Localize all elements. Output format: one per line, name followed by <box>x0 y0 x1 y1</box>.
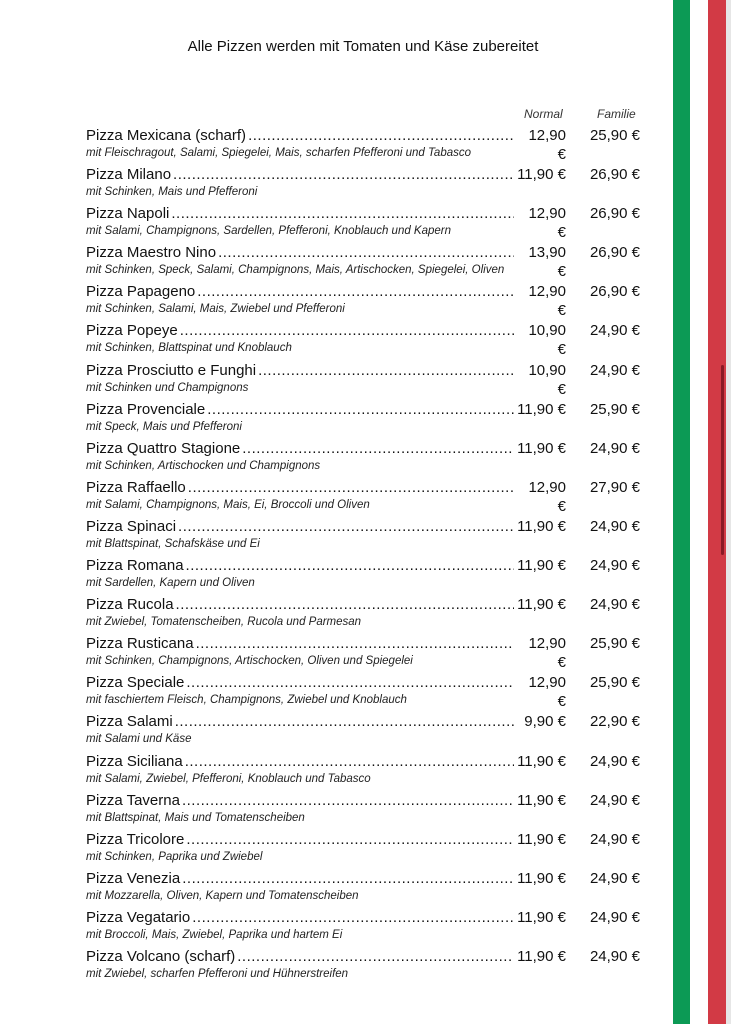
dot-leader <box>182 869 514 888</box>
pizza-name: Pizza Speciale <box>86 674 185 692</box>
menu-item <box>86 947 640 986</box>
pizza-description: mit Schinken, Salami, Mais, Zwiebel und Pfefferoni <box>86 303 345 316</box>
price-family: 24,90 € <box>589 947 640 965</box>
dot-leader <box>197 282 514 301</box>
price-normal: 11,90 € <box>517 517 566 535</box>
price-family: 24,90 € <box>589 869 640 887</box>
scrollbar-track[interactable] <box>726 0 731 1024</box>
price-family: 26,90 € <box>589 166 640 184</box>
menu-item-row <box>86 830 640 849</box>
pizza-description: mit Zwiebel, Tomatenscheiben, Rucola und Parmesan <box>86 616 362 629</box>
menu-item-row <box>86 712 640 731</box>
dot-leader <box>173 165 514 184</box>
price-family: 22,90 € <box>589 713 640 731</box>
dot-leader <box>185 752 514 771</box>
pizza-name: Pizza Romana <box>86 557 184 575</box>
pizza-description: mit Schinken, Blattspinat und Knoblauch <box>86 342 292 355</box>
menu-item <box>86 556 640 595</box>
price-family: 24,90 € <box>589 752 640 770</box>
price-normal: 12,90 € <box>528 635 566 672</box>
menu-item <box>86 400 640 439</box>
dot-leader <box>192 908 514 927</box>
menu-item-row <box>86 165 640 184</box>
dot-leader <box>242 439 514 458</box>
menu-item <box>86 712 640 751</box>
menu-item <box>86 243 640 282</box>
price-family: 24,90 € <box>589 791 640 809</box>
pizza-name: Pizza Rusticana <box>86 635 194 653</box>
menu-item <box>86 791 640 830</box>
pizza-name: Pizza Provenciale <box>86 400 206 418</box>
menu-item-row <box>86 517 640 536</box>
price-normal: 11,90 € <box>517 166 566 184</box>
family-price-header: Familie <box>597 107 636 121</box>
pizza-description: mit Salami, Champignons, Sardellen, Pfefferoni, Knoblauch und Kapern <box>86 225 452 238</box>
price-family: 24,90 € <box>589 557 640 575</box>
menu-item-row <box>86 439 640 458</box>
dot-leader <box>248 126 514 145</box>
pizza-name: Pizza Spinaci <box>86 517 177 535</box>
price-family: 25,90 € <box>589 674 640 692</box>
pizza-description: mit Mozzarella, Oliven, Kapern und Tomatenscheiben <box>86 889 359 902</box>
pizza-description: mit Schinken und Champignons <box>86 381 249 394</box>
price-normal: 10,90 € <box>528 361 566 398</box>
menu-item <box>86 830 640 869</box>
pizza-description: mit Speck, Mais und Pfefferoni <box>86 420 242 433</box>
pizza-name: Pizza Mexicana (scharf) <box>86 127 247 144</box>
dot-leader <box>237 947 514 966</box>
price-normal: 11,90 € <box>517 557 566 575</box>
price-family: 27,90 € <box>589 478 640 496</box>
dot-leader <box>180 321 514 340</box>
price-normal: 11,90 € <box>517 791 566 809</box>
italian-flag-green-stripe <box>673 0 690 1024</box>
dot-leader <box>186 830 514 849</box>
menu-item <box>86 282 640 321</box>
price-normal: 11,90 € <box>517 400 566 418</box>
menu-item-row <box>86 752 640 771</box>
menu-item <box>86 673 640 712</box>
pizza-description: mit Zwiebel, scharfen Pfefferoni und Hühnerstreifen <box>86 967 349 980</box>
dot-leader <box>207 400 514 419</box>
price-family: 24,90 € <box>589 908 640 926</box>
pizza-name: Pizza Siciliana <box>86 752 183 770</box>
pizza-description: mit Schinken, Artischocken und Champignons <box>86 459 321 472</box>
pizza-description: mit Blattspinat, Mais und Tomatenscheiben <box>86 811 305 824</box>
price-normal: 11,90 € <box>517 439 566 457</box>
menu-item <box>86 869 640 908</box>
dot-leader <box>176 595 514 614</box>
menu-item-row <box>86 869 640 888</box>
price-normal: 12,90 € <box>528 127 566 163</box>
menu-item-row <box>86 791 640 810</box>
pizza-name: Pizza Quattro Stagione <box>86 439 241 457</box>
menu-item <box>86 595 640 634</box>
menu-item <box>86 517 640 556</box>
pizza-description: mit Salami, Zwiebel, Pfefferoni, Knoblauch und Tabasco <box>86 772 371 785</box>
pizza-description: mit Schinken, Mais und Pfefferoni <box>86 186 258 199</box>
price-normal: 12,90 € <box>528 674 566 711</box>
pizza-name: Pizza Venezia <box>86 869 181 887</box>
dot-leader <box>182 791 514 810</box>
price-normal: 11,90 € <box>517 869 566 887</box>
pizza-name: Pizza Milano <box>86 166 172 184</box>
price-normal: 12,90 € <box>528 478 566 515</box>
pizza-description: mit Schinken, Champignons, Artischocken, Oliven und Spiegelei <box>86 655 413 668</box>
price-normal: 11,90 € <box>517 596 566 614</box>
pizza-description: mit Sardellen, Kapern und Oliven <box>86 577 255 590</box>
dot-leader <box>188 478 514 497</box>
price-family: 24,90 € <box>589 596 640 614</box>
menu-item-row <box>86 400 640 419</box>
price-family: 24,90 € <box>589 439 640 457</box>
pizza-name: Pizza Maestro Nino <box>86 244 217 262</box>
price-family: 24,90 € <box>589 517 640 535</box>
scrollbar-thumb[interactable] <box>721 365 724 555</box>
menu-item <box>86 634 640 673</box>
pizza-name: Pizza Volcano (scharf) <box>86 947 236 965</box>
price-family: 24,90 € <box>589 322 640 340</box>
pizza-name: Pizza Raffaello <box>86 478 186 496</box>
dot-leader <box>178 517 514 536</box>
pizza-description: mit faschiertem Fleisch, Champignons, Zwiebel und Knoblauch <box>86 694 407 707</box>
pizza-description: mit Broccoli, Mais, Zwiebel, Paprika und hartem Ei <box>86 928 343 941</box>
dot-leader <box>186 556 514 575</box>
normal-price-header: Normal <box>524 107 563 121</box>
price-family: 26,90 € <box>589 244 640 262</box>
menu-item-row <box>86 947 640 966</box>
pizza-name: Pizza Popeye <box>86 322 178 340</box>
pizza-name: Pizza Napoli <box>86 205 170 223</box>
menu-item <box>86 126 640 165</box>
price-normal: 13,90 € <box>528 244 566 281</box>
menu-item <box>86 165 640 204</box>
menu-item <box>86 204 640 243</box>
price-normal: 11,90 € <box>517 947 566 965</box>
menu-item <box>86 478 640 517</box>
price-normal: 11,90 € <box>517 752 566 770</box>
pizza-name: Pizza Rucola <box>86 596 174 614</box>
menu-item-row <box>86 908 640 927</box>
price-family: 25,90 € <box>589 635 640 653</box>
pizza-description: mit Blattspinat, Schafskäse und Ei <box>86 537 260 550</box>
pizza-name: Pizza Prosciutto e Funghi <box>86 361 257 379</box>
price-family: 24,90 € <box>589 361 640 379</box>
price-normal: 12,90 € <box>528 283 566 320</box>
pizza-name: Pizza Papageno <box>86 283 196 301</box>
pizza-description: mit Fleischragout, Salami, Spiegelei, Mais, scharfen Pfefferoni und Tabasco <box>86 147 472 159</box>
pizza-description: mit Salami, Champignons, Mais, Ei, Broccoli und Oliven <box>86 498 370 511</box>
price-family: 25,90 € <box>589 127 640 144</box>
menu-item <box>86 361 640 400</box>
dot-leader <box>258 361 514 380</box>
pizza-name: Pizza Tricolore <box>86 830 185 848</box>
dot-leader <box>186 673 514 692</box>
price-normal: 10,90 € <box>528 322 566 359</box>
price-normal: 9,90 € <box>524 713 566 731</box>
price-family: 24,90 € <box>589 830 640 848</box>
pizza-name: Pizza Salami <box>86 713 173 731</box>
pizza-description: mit Schinken, Speck, Salami, Champignons, Mais, Artischocken, Spiegelei, Oliven <box>86 264 505 277</box>
menu-item-row <box>86 595 640 614</box>
menu-item <box>86 321 640 360</box>
pizza-menu-list <box>86 126 640 986</box>
page-title: Alle Pizzen werden mit Tomaten und Käse zubereitet <box>187 38 539 55</box>
pizza-name: Pizza Vegatario <box>86 908 191 926</box>
dot-leader <box>218 243 514 262</box>
menu-item <box>86 752 640 791</box>
menu-item <box>86 908 640 947</box>
menu-item <box>86 439 640 478</box>
dot-leader <box>175 712 514 731</box>
dot-leader <box>171 204 514 223</box>
pizza-description: mit Salami und Käse <box>86 733 192 746</box>
price-normal: 11,90 € <box>517 830 566 848</box>
pizza-name: Pizza Taverna <box>86 791 180 809</box>
dot-leader <box>196 634 514 653</box>
price-family: 26,90 € <box>589 283 640 301</box>
menu-item-row <box>86 556 640 575</box>
price-family: 26,90 € <box>589 205 640 223</box>
price-normal: 11,90 € <box>517 908 566 926</box>
price-normal: 12,90 € <box>528 205 566 242</box>
pizza-description: mit Schinken, Paprika und Zwiebel <box>86 850 263 863</box>
price-family: 25,90 € <box>589 400 640 418</box>
